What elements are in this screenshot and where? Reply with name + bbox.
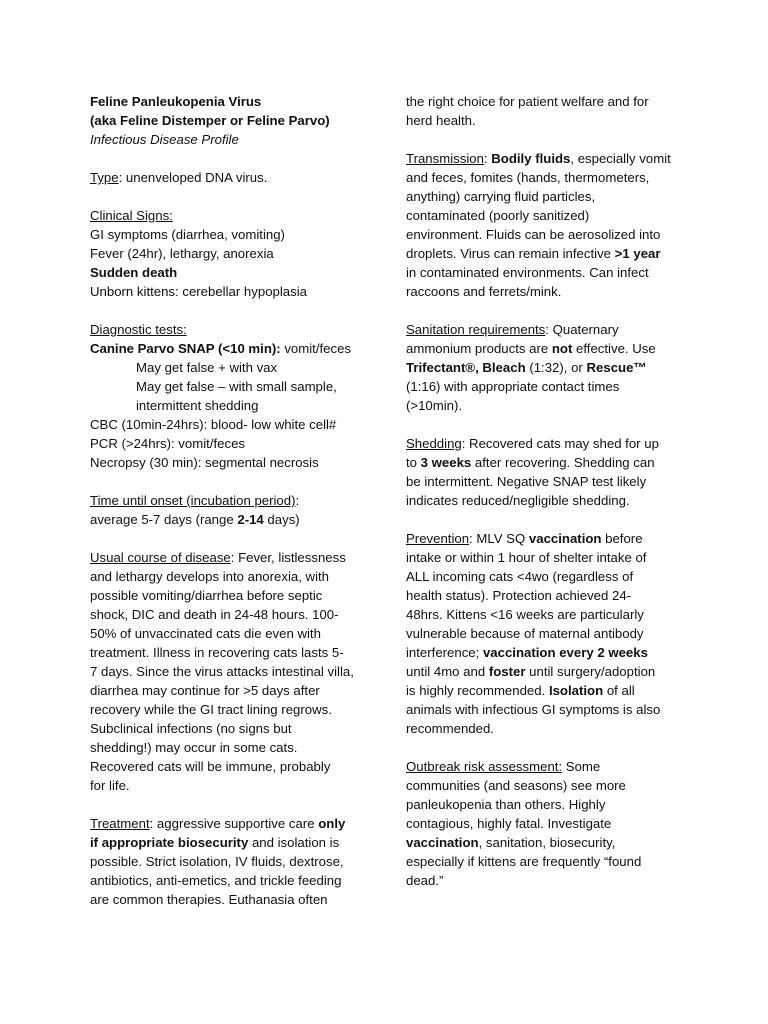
text-line [90, 757, 368, 776]
text-run: before [601, 531, 643, 546]
text-run: Isolation [548, 683, 604, 698]
text-line [406, 814, 684, 833]
blank-line [406, 510, 684, 529]
blank-line [406, 130, 684, 149]
text-line [406, 339, 684, 358]
text-run: , especially vomit [570, 151, 671, 166]
text-run: and feces, fomites (hands, thermometers, [406, 170, 650, 185]
text-run: antibiotics, anti-emetics, and trickle feeding [90, 873, 342, 888]
text-line [90, 852, 368, 871]
text-run: CBC (10min-24hrs): blood- low white cell# [90, 417, 337, 432]
text-run: contagious, highly fatal. Investigate [406, 816, 612, 831]
text-line [90, 510, 368, 529]
text-line [90, 548, 368, 567]
text-run: : aggressive supportive care [149, 816, 319, 831]
text-run: : [295, 493, 300, 508]
text-run: Transmission [406, 151, 484, 166]
text-run: recommended. [406, 721, 494, 736]
text-run: vaccination [406, 835, 479, 850]
text-line [90, 111, 368, 130]
text-run: PCR (>24hrs): vomit/feces [90, 436, 245, 451]
text-line [90, 434, 368, 453]
text-line [406, 377, 684, 396]
text-run: (>10min). [406, 398, 463, 413]
text-line [90, 130, 368, 149]
text-line [90, 681, 368, 700]
blank-line [90, 472, 368, 491]
text-run: ammonium products are [406, 341, 552, 356]
text-line [406, 567, 684, 586]
text-line [406, 852, 684, 871]
text-line [406, 776, 684, 795]
text-run: interference; [406, 645, 483, 660]
text-run: diarrhea may continue for >5 days after [90, 683, 320, 698]
text-run: Usual course of disease [90, 550, 231, 565]
text-line [406, 681, 684, 700]
text-run: until 4mo and [406, 664, 489, 679]
text-run: May get false + with vax [136, 360, 278, 375]
text-run: Sanitation requirements [406, 322, 546, 337]
text-line [90, 662, 368, 681]
text-line [406, 187, 684, 206]
text-line [90, 814, 368, 833]
text-run: of all [603, 683, 635, 698]
text-line [406, 111, 684, 130]
text-run: Type [90, 170, 119, 185]
text-line [90, 700, 368, 719]
text-run: shock, DIC and death in 24-48 hours. 100- [90, 607, 339, 622]
text-line [406, 149, 684, 168]
text-line [90, 890, 368, 909]
text-run: Treatment [90, 816, 150, 831]
text-run: raccoons and ferrets/mink. [406, 284, 562, 299]
right-column [406, 92, 684, 890]
text-run: be intermittent. Negative SNAP test likely [406, 474, 647, 489]
text-run: Fever (24hr), lethargy, anorexia [90, 246, 274, 261]
text-run: Trifectant®, Bleach [406, 360, 526, 375]
text-run: 7 days. Since the virus attacks intestinal villa, [90, 664, 354, 679]
text-run: vomit/feces [280, 341, 352, 356]
text-line [406, 586, 684, 605]
text-run: foster [488, 664, 526, 679]
text-line [406, 263, 684, 282]
text-line [406, 472, 684, 491]
text-run: (1:16) with appropriate contact times [406, 379, 620, 394]
text-run: Bodily fluids [491, 151, 571, 166]
text-run: for life. [90, 778, 130, 793]
text-run: Time until onset (incubation period) [90, 493, 296, 508]
text-run: (aka Feline Distemper or Feline Parvo) [90, 113, 330, 128]
text-line [90, 377, 368, 396]
text-run: anything) carrying fluid particles, [406, 189, 596, 204]
text-run: dead.” [406, 873, 444, 888]
text-line [406, 757, 684, 776]
text-line [406, 624, 684, 643]
left-column [90, 92, 368, 909]
text-line [90, 206, 368, 225]
text-run: the right choice for patient welfare and for [406, 94, 649, 109]
text-run: (1:32), or [525, 360, 587, 375]
text-line [90, 358, 368, 377]
text-run: if appropriate biosecurity [90, 835, 249, 850]
text-run: 2-14 [237, 512, 264, 527]
blank-line [406, 301, 684, 320]
text-run: intermittent shedding [136, 398, 259, 413]
text-run: intake or within 1 hour of shelter intake of [406, 550, 647, 565]
text-run: Outbreak risk assessment: [406, 759, 563, 774]
text-run: contaminated (poorly sanitized) [406, 208, 590, 223]
text-line [406, 605, 684, 624]
text-line [406, 491, 684, 510]
text-line [90, 339, 368, 358]
text-run: only [318, 816, 346, 831]
text-line [90, 643, 368, 662]
text-line [406, 871, 684, 890]
text-run: 3 weeks [420, 455, 472, 470]
text-line [90, 168, 368, 187]
text-run: not [551, 341, 573, 356]
text-line [406, 529, 684, 548]
text-line [90, 719, 368, 738]
text-line [90, 833, 368, 852]
text-run: vulnerable because of maternal antibody [406, 626, 644, 641]
text-run: and isolation is [248, 835, 340, 850]
blank-line [90, 187, 368, 206]
text-line [406, 453, 684, 472]
text-line [406, 225, 684, 244]
text-line [90, 453, 368, 472]
text-run: animals with infectious GI symptoms is also [406, 702, 661, 717]
text-run: recovery while the GI tract lining regrows. [90, 702, 332, 717]
text-line [406, 434, 684, 453]
text-line [90, 415, 368, 434]
blank-line [90, 795, 368, 814]
text-run: are common therapies. Euthanasia often [90, 892, 328, 907]
text-line [406, 643, 684, 662]
text-run: : Fever, listlessness [230, 550, 346, 565]
text-run: May get false – with small sample, [136, 379, 337, 394]
text-run: >1 year [614, 246, 661, 261]
blank-line [90, 529, 368, 548]
text-line [90, 282, 368, 301]
blank-line [90, 149, 368, 168]
text-run: Necropsy (30 min): segmental necrosis [90, 455, 319, 470]
text-line [90, 396, 368, 415]
text-run: vaccination every 2 weeks [482, 645, 648, 660]
text-run: herd health. [406, 113, 476, 128]
text-run: communities (and seasons) see more [406, 778, 626, 793]
text-run: and lethargy develops into anorexia, with [90, 569, 329, 584]
text-run: 50% of unvaccinated cats die even with [90, 626, 321, 641]
text-line [90, 491, 368, 510]
text-run: droplets. Virus can remain infective [406, 246, 615, 261]
text-line [90, 244, 368, 263]
text-run: panleukopenia than others. Highly [406, 797, 606, 812]
text-run: Feline Panleukopenia Virus [90, 94, 262, 109]
text-line [90, 738, 368, 757]
text-line [90, 263, 368, 282]
text-line [406, 662, 684, 681]
text-run: : MLV SQ [469, 531, 529, 546]
text-line [406, 795, 684, 814]
text-run: possible. Strict isolation, IV fluids, dextrose, [90, 854, 344, 869]
text-line [90, 225, 368, 244]
text-run: Infectious Disease Profile [90, 132, 239, 147]
text-run: effective. Use [572, 341, 656, 356]
text-run: Shedding [406, 436, 462, 451]
text-run: Sudden death [90, 265, 178, 280]
text-run: Diagnostic tests: [90, 322, 187, 337]
text-line [406, 282, 684, 301]
text-run: environment. Fluids can be aerosolized into [406, 227, 661, 242]
blank-line [406, 738, 684, 757]
text-line [90, 624, 368, 643]
text-line [90, 586, 368, 605]
text-run: indicates reduced/negligible shedding. [406, 493, 630, 508]
text-run: treatment. Illness in recovering cats lasts 5- [90, 645, 344, 660]
text-line [406, 358, 684, 377]
text-run: Unborn kittens: cerebellar hypoplasia [90, 284, 307, 299]
text-run: until surgery/adoption [525, 664, 656, 679]
text-run: average 5-7 days (range [90, 512, 238, 527]
text-line [406, 700, 684, 719]
text-run: ALL incoming cats <4wo (regardless of [406, 569, 634, 584]
text-run: shedding!) may occur in some cats. [90, 740, 298, 755]
text-line [90, 871, 368, 890]
text-run: in contaminated environments. Can infect [406, 265, 649, 280]
text-run: Subclinical infections (no signs but [90, 721, 292, 736]
text-run: Clinical Signs: [90, 208, 173, 223]
text-run: days) [263, 512, 300, 527]
text-run: after recovering. Shedding can [471, 455, 655, 470]
text-line [406, 244, 684, 263]
text-run: : Quaternary [545, 322, 619, 337]
text-run: Canine Parvo SNAP (<10 min): [90, 341, 281, 356]
text-line [406, 206, 684, 225]
text-run: especially if kittens are frequently “found [406, 854, 642, 869]
text-run: vaccination [528, 531, 602, 546]
text-run: Prevention [406, 531, 470, 546]
text-line [90, 320, 368, 339]
text-line [90, 776, 368, 795]
text-run: 48hrs. Kittens <16 weeks are particularly [406, 607, 644, 622]
text-run: Recovered cats will be immune, probably [90, 759, 331, 774]
text-run: : Recovered cats may shed for up [461, 436, 659, 451]
text-line [406, 719, 684, 738]
text-run: health status). Protection achieved 24- [406, 588, 632, 603]
text-run: is highly recommended. [406, 683, 549, 698]
blank-line [90, 301, 368, 320]
text-line [90, 92, 368, 111]
blank-line [406, 415, 684, 434]
text-run: GI symptoms (diarrhea, vomiting) [90, 227, 285, 242]
text-run: , sanitation, biosecurity, [478, 835, 616, 850]
text-run: possible vomiting/diarrhea before septic [90, 588, 323, 603]
text-line [406, 833, 684, 852]
text-run: Some [562, 759, 601, 774]
text-line [406, 92, 684, 111]
text-line [406, 320, 684, 339]
text-run: : [483, 151, 492, 166]
text-line [406, 168, 684, 187]
text-line [90, 567, 368, 586]
text-line [406, 396, 684, 415]
text-line [406, 548, 684, 567]
text-run: to [406, 455, 421, 470]
text-line [90, 605, 368, 624]
text-run: Rescue™ [586, 360, 647, 375]
text-run: : unenveloped DNA virus. [118, 170, 268, 185]
